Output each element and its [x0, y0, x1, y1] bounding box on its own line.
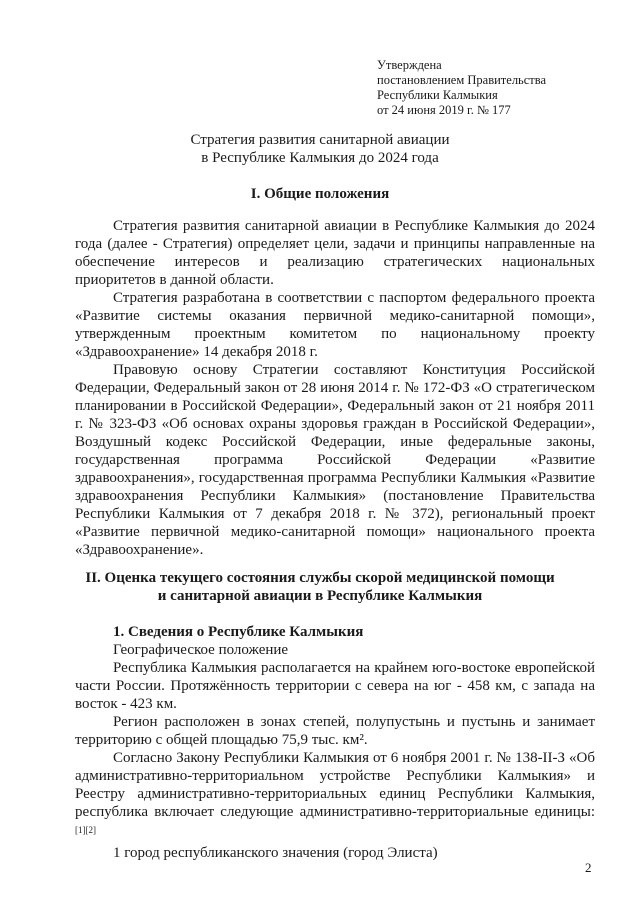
approval-line: Республики Калмыкия [377, 88, 498, 102]
page-number: 2 [585, 860, 592, 875]
heading-line: и санитарной авиации в Республике Калмыкия [157, 588, 483, 604]
title-line: Стратегия развития санитарной авиации [190, 132, 450, 148]
section2-heading [0, 569, 640, 605]
paragraph-text: Согласно Закону Республики Калмыкия от 6 ноября 2001 г. № 138-II-З «Об административно-территориальном устройстве Республики Калмыкия» и Реестру административно-территориальных единиц Республики Калмыкия, республика включает следующие административно-территориальные единицы: [75, 750, 595, 820]
approval-line: от 24 июня 2019 г. № 177 [377, 103, 511, 117]
paragraph: Республика Калмыкия располагается на крайнем юго-востоке европейской части России. Протяжённость территории с севера на юг - 458 км, с запада на восток - 423 км. [75, 660, 595, 712]
heading-line: II. Оценка текущего состояния службы скорой медицинской помощи [85, 570, 555, 586]
paragraph: Регион расположен в зонах степей, полупустынь и пустынь и занимает территорию с общей площадью 75,9 тыс. км². [75, 714, 595, 748]
title-line: в Республике Калмыкия до 2024 года [201, 150, 439, 166]
section1-body [75, 217, 595, 559]
footnote-refs[interactable]: [1][2] [75, 825, 96, 835]
paragraph: Правовую основу Стратегии составляют Конституция Российской Федерации, Федеральный закон от 28 июня 2014 г. № 172-ФЗ «О стратегическом планировании в Российской Федерации», Федеральный закон от 21 ноября 2011 г. № 323-ФЗ «Об основах охраны здоровья граждан в Российской Федерации», Воздушный кодекс Российской Федерации, иные федеральные законы, государственная программа Российской Федерации «Развитие здравоохранения», государственная программа Республики Калмыкия «Развитие здравоохранения Республики Калмыкия» (постановление Правительства Республики Калмыкия от 7 декабря 2018 г. № 372), региональный проект «Развитие первичной медико-санитарной помощи» национального проекта «Здравоохранение». [75, 362, 595, 558]
document-title [0, 131, 640, 167]
section1-heading: I. Общие положения [250, 186, 390, 202]
approval-line: Утверждена [377, 58, 442, 72]
subsubsection-heading: Географическое положение [113, 642, 289, 658]
paragraph: Стратегия разработана в соответствии с паспортом федерального проекта «Развитие системы оказания первичной медико-санитарной помощи», утвержденным проектным комитетом по национальному проекту «Здравоохранение» 14 декабря 2018 г. [75, 290, 595, 360]
approval-line: постановлением Правительства [377, 73, 547, 87]
paragraph: Стратегия развития санитарной авиации в Республике Калмыкия до 2024 года (далее - Стратегия) определяет цели, задачи и принципы направленные на обеспечение интересов и реализацию стратегических национальных приоритетов в данной области. [75, 218, 595, 288]
approval-block [377, 58, 546, 118]
paragraph [75, 749, 595, 844]
paragraph: 1 город республиканского значения (город Элиста) [113, 845, 438, 861]
section2-body [75, 659, 595, 862]
subsection-heading: 1. Сведения о Республике Калмыкия [113, 624, 364, 640]
